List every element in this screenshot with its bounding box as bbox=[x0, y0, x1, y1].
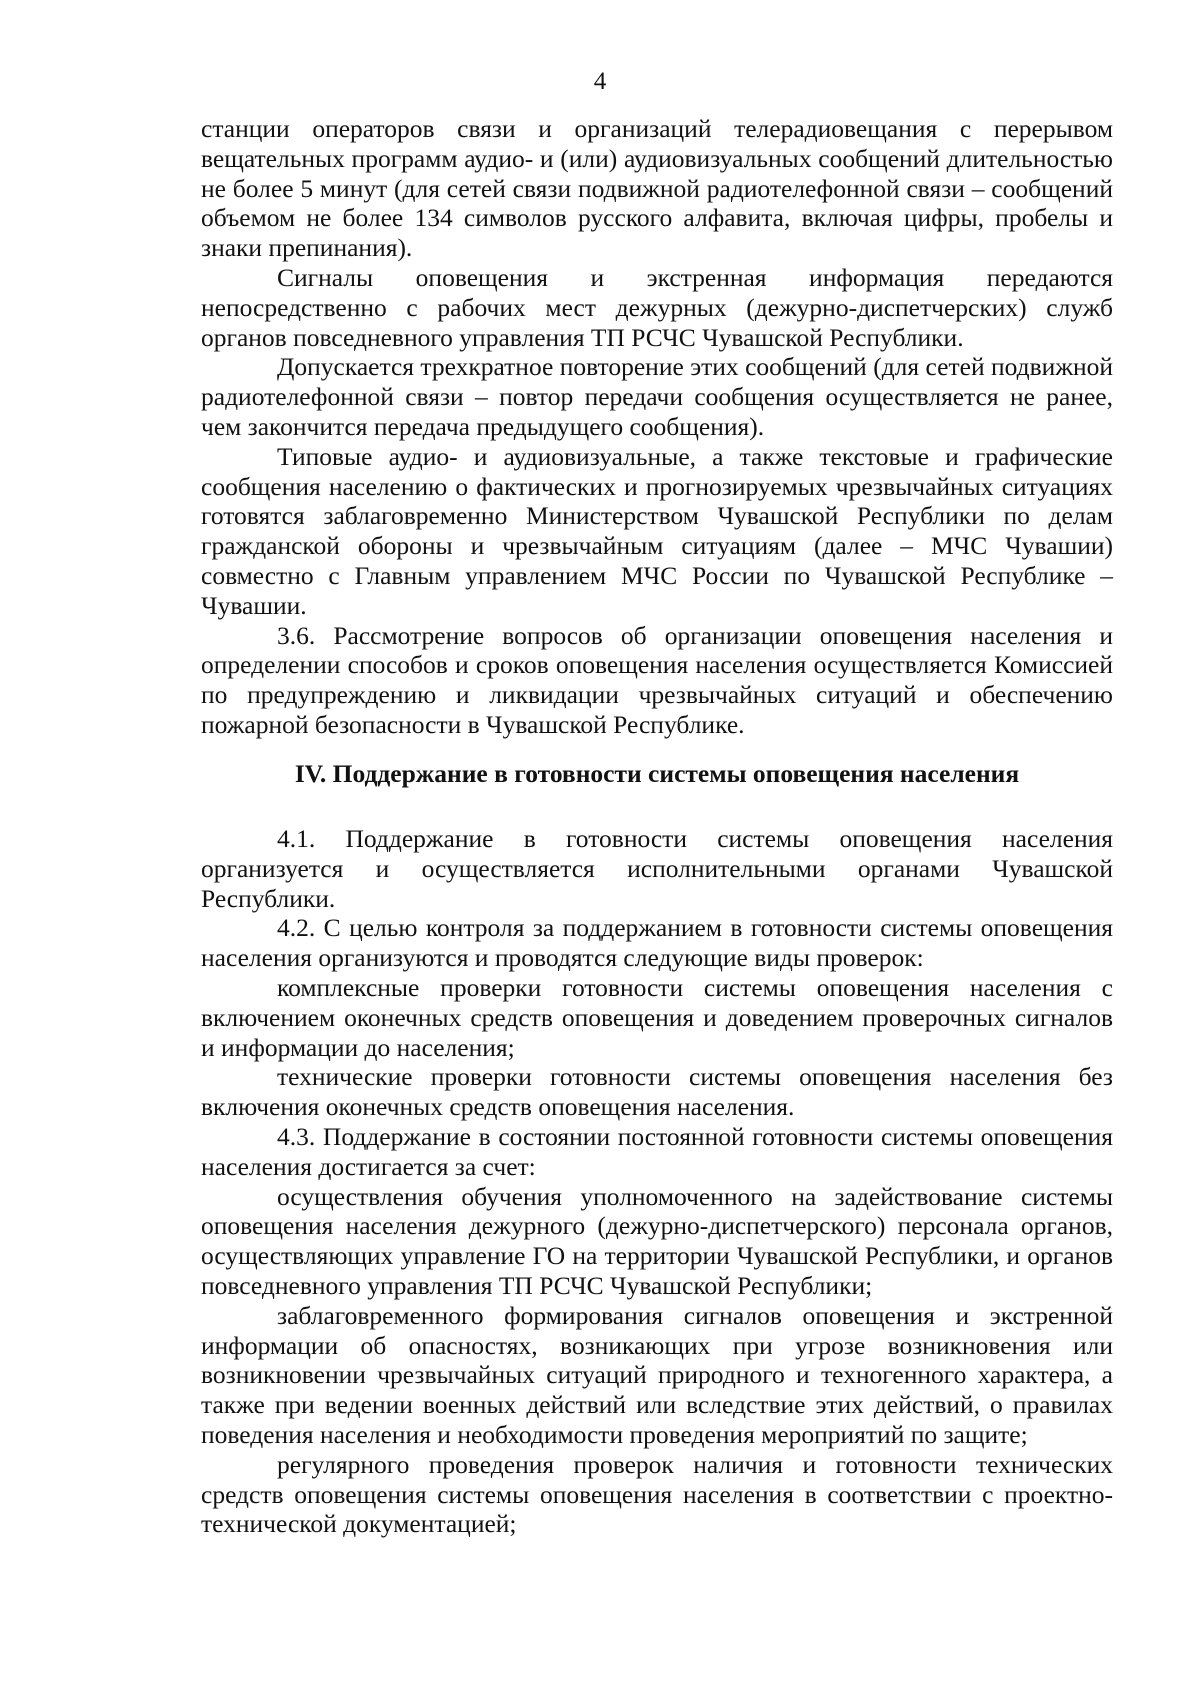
paragraph-signals: Сигналы оповещения и экстренная информация передаются непосредственно с рабочих мест дежурных (дежурно-диспетчерских) служб органов повседневного управления ТП РСЧС Чувашской Республики. bbox=[201, 262, 1113, 352]
list-item-signal-formation: заблаговременного формирования сигналов оповещения и экстренной информации об опасностях, возникающих при угрозе возникновения или возникновении чрезвычайных ситуаций природного и техногенного характера, а также при ведении военных действий или вследствие этих действий, о правилах поведения населения и необходимости проведения мероприятий по защите; bbox=[201, 1300, 1113, 1449]
paragraph-typical-messages: Типовые аудио- и аудиовизуальные, а также текстовые и графические сообщения населению о фактических и прогнозируемых чрезвычайных ситуациях готовятся заблаговременно Министерством Чувашской Республики по делам гражданской обороны и чрезвычайным ситуациям (далее – МЧС Чувашии) совместно с Главным управлением МЧС России по Чувашской Республике – Чувашии. bbox=[201, 441, 1113, 620]
body-text-section4 bbox=[201, 824, 1113, 1539]
body-text-top bbox=[201, 114, 1113, 740]
paragraph-4-3: 4.3. Поддержание в состоянии постоянной готовности системы оповещения населения достигается за счет: bbox=[201, 1121, 1113, 1181]
paragraph-4-2: 4.2. С целью контроля за поддержанием в готовности системы оповещения населения организуются и проводятся следующие виды проверок: bbox=[201, 913, 1113, 973]
paragraph-continuation: станции операторов связи и организаций телерадиовещания с перерывом вещательных программ аудио- и (или) аудиовизуальных сообщений длительностью не более 5 минут (для сетей связи подвижной радиотелефонной связи – сообщений объемом не более 134 символов русского алфавита, включая цифры, пробелы и знаки препинания). bbox=[201, 114, 1113, 263]
page-number: 4 bbox=[593, 68, 607, 95]
paragraph-4-1: 4.1. Поддержание в готовности системы оповещения населения организуется и осуществляется исполнительными органами Чувашской Республики. bbox=[201, 824, 1113, 913]
list-item-technical-checks: технические проверки готовности системы оповещения населения без включения оконечных средств оповещения населения. bbox=[201, 1062, 1113, 1122]
list-item-complex-checks: комплексные проверки готовности системы оповещения населения с включением оконечных средств оповещения и доведением проверочных сигналов и информации до населения; bbox=[201, 972, 1113, 1062]
list-item-regular-checks: регулярного проведения проверок наличия и готовности технических средств оповещения системы оповещения населения в соответствии с проектно-технической документацией; bbox=[201, 1449, 1113, 1539]
paragraph-repetition: Допускается трехкратное повторение этих сообщений (для сетей подвижной радиотелефонной связи – повтор передачи сообщения осуществляется не ранее, чем закончится передача предыдущего сообщения). bbox=[201, 352, 1113, 441]
paragraph-3-6: 3.6. Рассмотрение вопросов об организации оповещения населения и определении способов и сроков оповещения населения осуществляется Комиссией по предупреждению и ликвидации чрезвычайных ситуаций и обеспечению пожарной безопасности в Чувашской Республике. bbox=[201, 620, 1113, 739]
section-heading-iv: IV. Поддержание в готовности системы оповещения населения bbox=[294, 759, 1020, 788]
list-item-training: осуществления обучения уполномоченного на задействование системы оповещения населения дежурного (дежурно-диспетчерского) персонала органов, осуществляющих управление ГО на территории Чувашской Республики, и органов повседневного управления ТП РСЧС Чувашской Республики; bbox=[201, 1181, 1113, 1300]
